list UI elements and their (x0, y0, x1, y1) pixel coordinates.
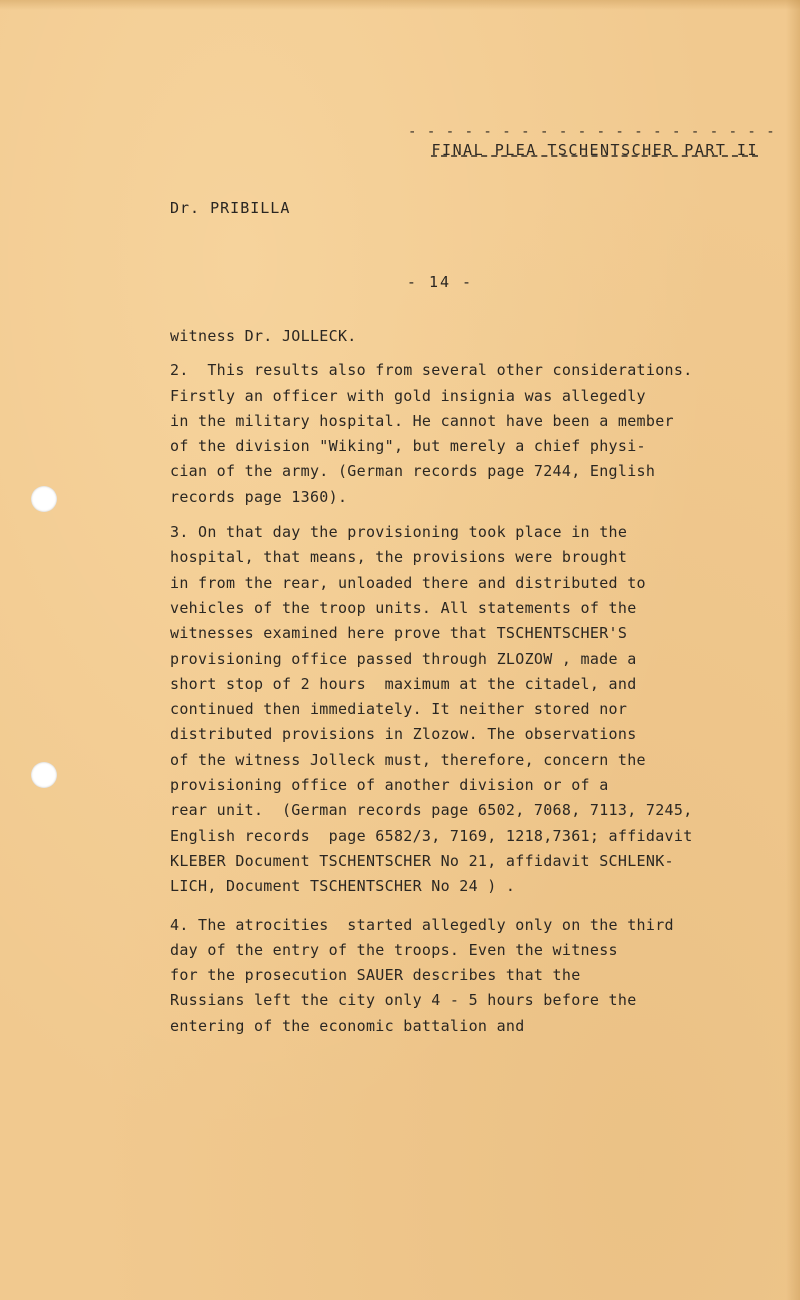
paragraph-line: 3. On that day the provisioning took place in the (170, 523, 628, 542)
paragraph-line: of the witness Jolleck must, therefore, concern the (170, 750, 646, 769)
paragraph-line: 4. The atrocities started allegedly only on the third (170, 915, 674, 934)
paragraph-line: for the prosecution SAUER describes that the (170, 966, 581, 985)
paragraph-line: Firstly an officer with gold insignia was allegedly (170, 386, 646, 405)
paragraph-line: short stop of 2 hours maximum at the citadel, and (170, 674, 637, 693)
page-number: - 14 - (406, 273, 474, 291)
paragraph-line: hospital, that means, the provisions were brought (170, 548, 628, 567)
punch-hole-top (31, 486, 57, 512)
paragraph-line: entering of the economic battalion and (170, 1016, 525, 1035)
paragraph-line: distributed provisions in Zlozow. The observations (170, 725, 637, 744)
header-rule: - - - - - - - - - - - - - - - - - - - - (408, 124, 776, 140)
paragraph-line: 2. This results also from several other considerations. (170, 361, 693, 380)
paragraph-line: KLEBER Document TSCHENTSCHER No 21, affidavit SCHLENK- (170, 851, 674, 870)
paragraph-line: Russians left the city only 4 - 5 hours before the (170, 991, 637, 1010)
paragraph-line: of the division "Wiking", but merely a chief physi- (170, 437, 646, 456)
header-title: FINAL PLEA TSCHENTSCHER PART II (431, 141, 758, 159)
author-name: Dr. PRIBILLA (170, 199, 291, 217)
paragraph-line: records page 1360). (170, 487, 348, 506)
paragraph-line: rear unit. (German records page 6502, 7068, 7113, 7245, (170, 801, 693, 820)
paragraph-line: day of the entry of the troops. Even the witness (170, 940, 618, 959)
paragraph-line: witnesses examined here prove that TSCHENTSCHER'S (170, 624, 628, 643)
paragraph-line: witness Dr. JOLLECK. (170, 327, 357, 345)
paper-edge-top (0, 0, 800, 10)
paper-edge-right (786, 0, 800, 1300)
paragraph-line: cian of the army. (German records page 7244, English (170, 462, 656, 481)
punch-hole-bottom (31, 762, 57, 788)
paragraph-line: LICH, Document TSCHENTSCHER No 24 ) . (170, 877, 516, 896)
document-header (408, 124, 776, 160)
body-text (170, 324, 760, 1039)
paragraph-line: vehicles of the troop units. All statements of the (170, 598, 637, 617)
paragraph-line: English records page 6582/3, 7169, 1218,7361; affidavit (170, 826, 693, 845)
paragraph-line: continued then immediately. It neither stored nor (170, 700, 628, 719)
paragraph-line: provisioning office passed through ZLOZOW , made a (170, 649, 637, 668)
paragraph-line: in from the rear, unloaded there and distributed to (170, 573, 646, 592)
paragraph-line: provisioning office of another division or of a (170, 776, 609, 795)
paragraph-line: in the military hospital. He cannot have been a member (170, 411, 674, 430)
